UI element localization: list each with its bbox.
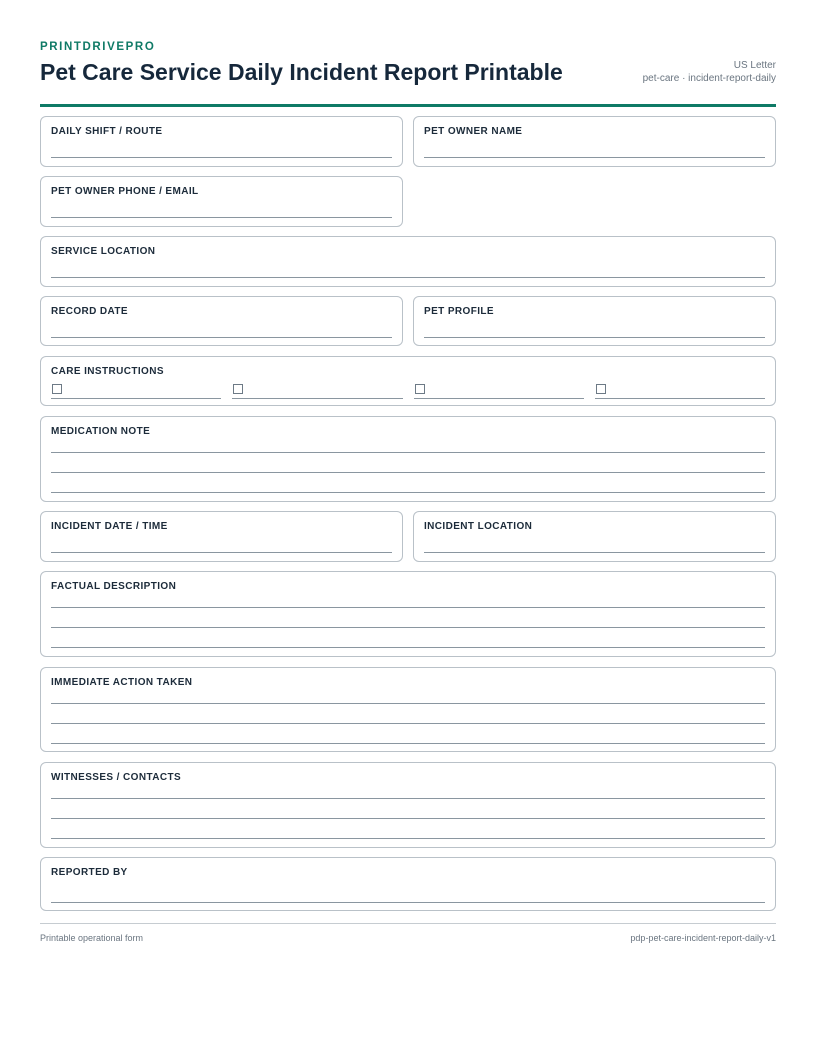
write-line[interactable]: [51, 723, 765, 724]
care-checkbox-2[interactable]: [233, 384, 243, 394]
care-checkbox-3[interactable]: [415, 384, 425, 394]
brand-logo-text: PRINTDRIVEPRO: [40, 41, 156, 53]
write-line[interactable]: [424, 552, 765, 553]
field-label: PET OWNER NAME: [424, 126, 523, 137]
immediate-action-field[interactable]: [40, 667, 776, 752]
write-line[interactable]: [424, 157, 765, 158]
care-instructions-field: [40, 356, 776, 406]
field-label: SERVICE LOCATION: [51, 246, 156, 257]
title-row: [40, 54, 776, 107]
write-line[interactable]: [51, 627, 765, 628]
write-line[interactable]: [51, 157, 392, 158]
field-label: CARE INSTRUCTIONS: [51, 366, 164, 377]
field-label: FACTUAL DESCRIPTION: [51, 581, 177, 592]
write-line[interactable]: [51, 838, 765, 839]
incident-location-field[interactable]: [413, 511, 776, 562]
witnesses-contacts-field[interactable]: [40, 762, 776, 848]
field-label: INCIDENT DATE / TIME: [51, 521, 168, 532]
care-checkbox-1[interactable]: [52, 384, 62, 394]
write-line[interactable]: [51, 607, 765, 608]
write-line[interactable]: [51, 337, 392, 338]
page-footer: [40, 923, 776, 943]
write-line[interactable]: [51, 277, 765, 278]
write-line[interactable]: [51, 818, 765, 819]
write-line[interactable]: [51, 647, 765, 648]
care-option-line-4[interactable]: [595, 398, 765, 399]
write-line[interactable]: [424, 337, 765, 338]
form-header: [40, 40, 776, 107]
paper-size: US Letter: [733, 60, 776, 71]
footer-form-id: pdp-pet-care-incident-report-daily-v1: [630, 933, 776, 943]
field-label: PET OWNER PHONE / EMAIL: [51, 186, 199, 197]
write-line[interactable]: [51, 743, 765, 744]
document-slug: pet-care · incident-report-daily: [642, 73, 776, 84]
field-label: REPORTED BY: [51, 867, 128, 878]
footer-left-text: Printable operational form: [40, 933, 144, 943]
field-label: DAILY SHIFT / ROUTE: [51, 126, 163, 137]
field-label: RECORD DATE: [51, 306, 128, 317]
medication-note-field[interactable]: [40, 416, 776, 502]
daily-shift-route-field[interactable]: [40, 116, 403, 167]
care-option-line-3[interactable]: [414, 398, 584, 399]
field-label: IMMEDIATE ACTION TAKEN: [51, 677, 193, 688]
record-date-field[interactable]: [40, 296, 403, 346]
write-line[interactable]: [51, 798, 765, 799]
pet-owner-contact-field[interactable]: [40, 176, 403, 227]
write-line[interactable]: [51, 472, 765, 473]
reported-by-field[interactable]: [40, 857, 776, 911]
incident-date-time-field[interactable]: [40, 511, 403, 562]
write-line[interactable]: [51, 703, 765, 704]
write-line[interactable]: [51, 492, 765, 493]
pet-owner-name-field[interactable]: [413, 116, 776, 167]
care-option-line-1[interactable]: [51, 398, 221, 399]
service-location-field[interactable]: [40, 236, 776, 287]
field-label: MEDICATION NOTE: [51, 426, 151, 437]
field-label: PET PROFILE: [424, 306, 494, 317]
care-option-line-2[interactable]: [232, 398, 403, 399]
write-line[interactable]: [51, 552, 392, 553]
write-line[interactable]: [51, 902, 765, 903]
write-line[interactable]: [51, 452, 765, 453]
document-meta: [643, 59, 776, 85]
field-label: WITNESSES / CONTACTS: [51, 772, 182, 783]
page-title: Pet Care Service Daily Incident Report Printable: [40, 59, 563, 85]
pet-profile-field[interactable]: [413, 296, 776, 346]
field-label: INCIDENT LOCATION: [424, 521, 533, 532]
write-line[interactable]: [51, 217, 392, 218]
factual-description-field[interactable]: [40, 571, 776, 657]
care-checkbox-4[interactable]: [596, 384, 606, 394]
